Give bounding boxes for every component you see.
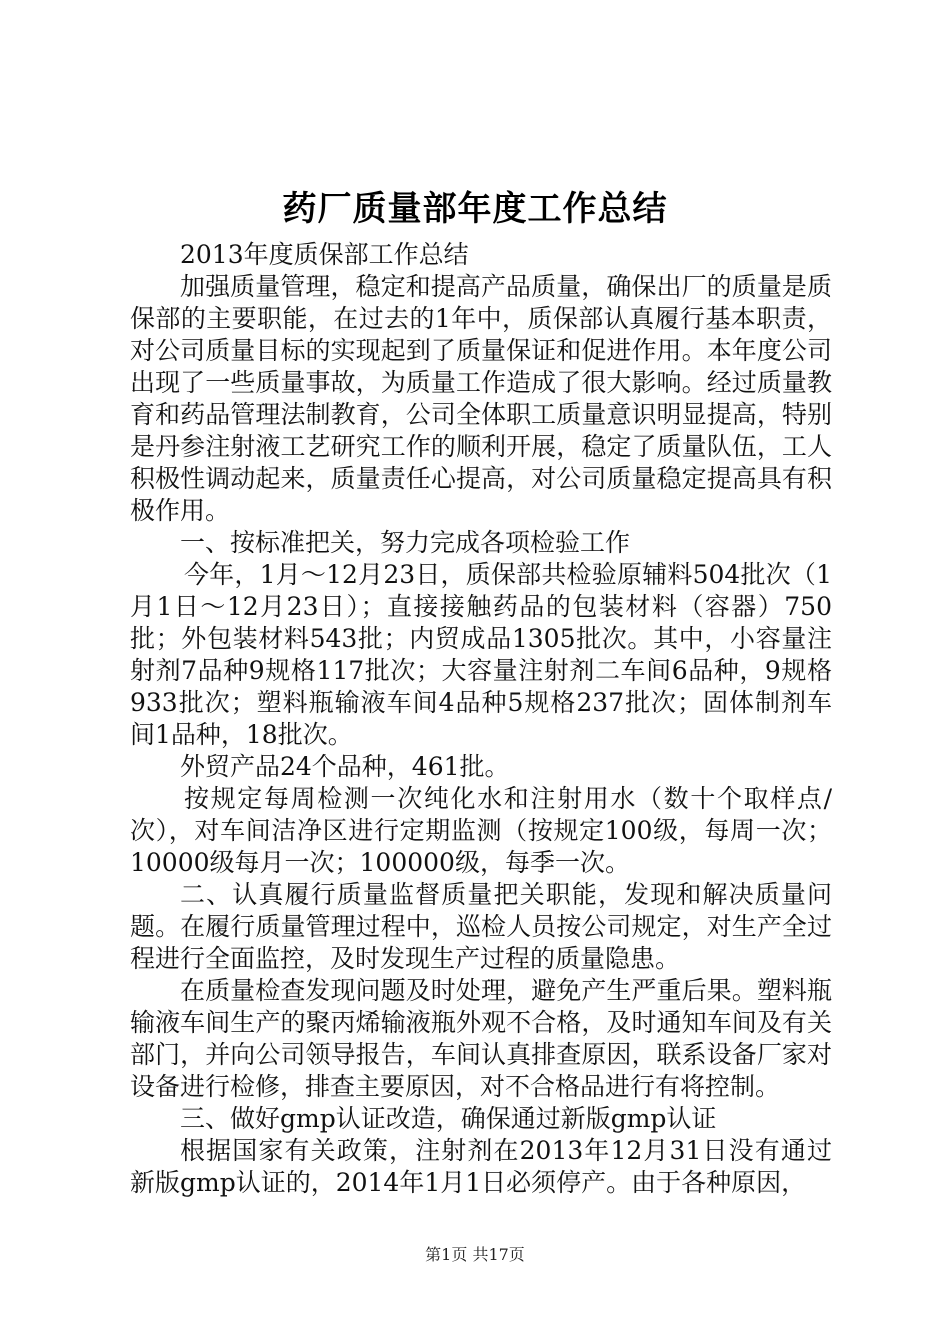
page-footer: 第1页 共17页 <box>425 1245 525 1264</box>
document-body <box>130 239 832 1199</box>
paragraph-intro: 加强质量管理，稳定和提高产品质量，确保出厂的质量是质保部的主要职能，在过去的1年中，质保部认真履行基本职责，对公司质量目标的实现起到了质量保证和促进作用。本年度公司出现了一些质量事故，为质量工作造成了很大影响。经过质量教育和药品管理法制教育，公司全体职工质量意识明显提高，特别是丹参注射液工艺研究工作的顺利开展，稳定了质量队伍，工人积极性调动起来，质量责任心提高，对公司质量稳定提高具有积极作用。 <box>130 272 832 525</box>
paragraph-subtitle: 2013年度质保部工作总结 <box>180 240 469 269</box>
section-heading-1: 一、按标准把关，努力完成各项检验工作 <box>180 528 631 557</box>
section-heading-2: 二、认真履行质量监督质量把关职能，发现和解决质量问题。在履行质量管理过程中，巡检人员按公司规定，对生产全过程进行全面监控，及时发现生产过程的质量隐患。 <box>130 880 832 973</box>
paragraph-export-products: 外贸产品24个品种，461批。 <box>180 752 510 781</box>
paragraph-gmp-policy: 根据国家有关政策，注射剂在2013年12月31日没有通过新版gmp认证的，2014年1月1日必须停产。由于各种原因， <box>130 1136 832 1197</box>
paragraph-quality-issues: 在质量检查发现问题及时处理，避免产生严重后果。塑料瓶输液车间生产的聚丙烯输液瓶外观不合格，及时通知车间及有关部门，并向公司领导报告，车间认真排查原因，联系设备厂家对设备进行检修，排查主要原因，对不合格品进行有将控制。 <box>130 976 832 1101</box>
document-title: 药厂质量部年度工作总结 <box>282 189 668 229</box>
paragraph-water-testing: 按规定每周检测一次纯化水和注射用水（数十个取样点/次），对车间洁净区进行定期监测（按规定100级，每周一次；10000级每月一次；100000级，每季一次。 <box>130 784 832 877</box>
section-heading-3: 三、做好gmp认证改造，确保通过新版gmp认证 <box>180 1104 717 1133</box>
paragraph-inspection-stats: 今年，1月～12月23日，质保部共检验原辅料504批次（1月1日～12月23日）；直接接触药品的包装材料（容器）750批；外包装材料543批；内贸成品1305批次。其中，小容量注射剂7品种9规格117批次；大容量注射剂二车间6品种，9规格933批次；塑料瓶输液车间4品种5规格237批次；固体制剂车间1品种，18批次。 <box>130 560 832 749</box>
